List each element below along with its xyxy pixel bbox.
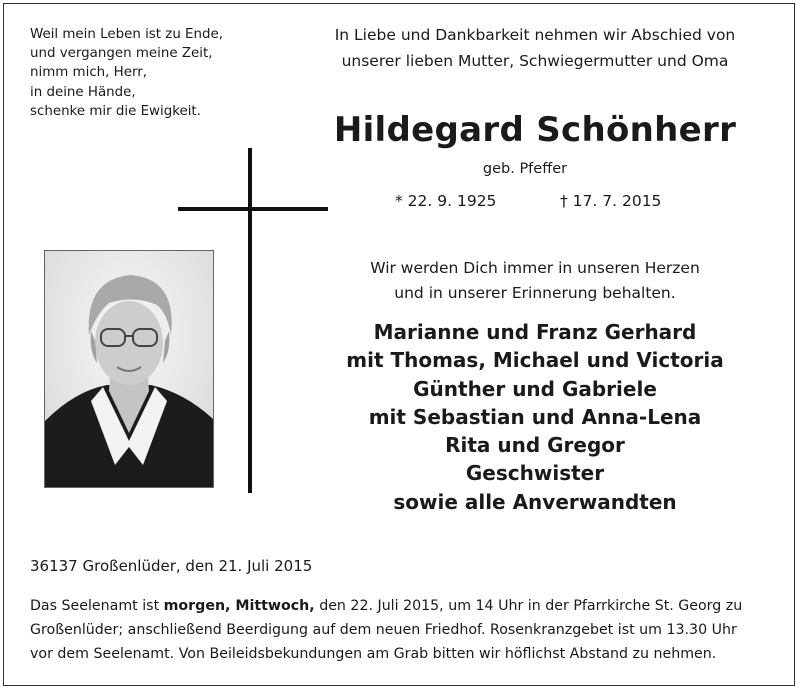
funeral-notice [30, 594, 780, 666]
cross-icon-vertical-bar [248, 148, 252, 493]
death-date: † 17. 7. 2015 [560, 192, 662, 210]
place-and-date: 36137 Großenlüder, den 21. Juli 2015 [30, 557, 313, 575]
memory-quote [300, 256, 770, 306]
poem-line: schenke mir die Ewigkeit. [30, 103, 201, 119]
birth-date: * 22. 9. 1925 [395, 192, 497, 210]
mourners-list [300, 318, 770, 516]
mourner-line: Marianne und Franz Gerhard [373, 320, 697, 344]
cross-icon-horizontal-bar [178, 207, 328, 211]
intro-line: In Liebe und Dankbarkeit nehmen wir Abschied von [334, 26, 736, 44]
mourner-line: mit Sebastian und Anna-Lena [368, 404, 702, 429]
farewell-intro [300, 22, 770, 74]
poem-line: in deine Hände, [30, 84, 136, 100]
intro-line: unserer lieben Mutter, Schwiegermutter und Oma [341, 52, 729, 70]
notice-text: Das Seelenamt ist [30, 598, 164, 614]
notice-text: den 22. Juli 2015, um 14 Uhr in der Pfarrkirche St. Georg zu [314, 598, 743, 614]
notice-line: vor dem Seelenamt. Von Beileidsbekundungen am Grab bitten wir höflichst Abstand zu nehmen. [30, 646, 717, 662]
memory-line: Wir werden Dich immer in unseren Herzen [370, 259, 700, 277]
mourner-line: Rita und Gregor [445, 433, 625, 458]
poem-line: und vergangen meine Zeit, [30, 46, 213, 62]
poem [30, 25, 280, 121]
deceased-name: Hildegard Schönherr [333, 110, 737, 150]
memory-line: und in unserer Erinnerung behalten. [394, 284, 676, 302]
maiden-name: geb. Pfeffer [482, 161, 568, 177]
mourner-line: mit Thomas, Michael und Victoria [346, 348, 724, 373]
portrait-photo [44, 250, 214, 488]
poem-line: Weil mein Leben ist zu Ende, [30, 27, 223, 42]
poem-line: nimm mich, Herr, [30, 65, 148, 81]
notice-emphasis: morgen, Mittwoch, [163, 598, 315, 614]
notice-line: Großenlüder; anschließend Beerdigung auf dem neuen Friedhof. Rosenkranzgebet ist um 13.30 Uhr [30, 622, 737, 638]
notice-line [30, 594, 780, 618]
mourner-line: Geschwister [465, 461, 605, 486]
mourner-line: sowie alle Anverwandten [393, 489, 677, 514]
mourner-line: Günther und Gabriele [413, 376, 657, 401]
